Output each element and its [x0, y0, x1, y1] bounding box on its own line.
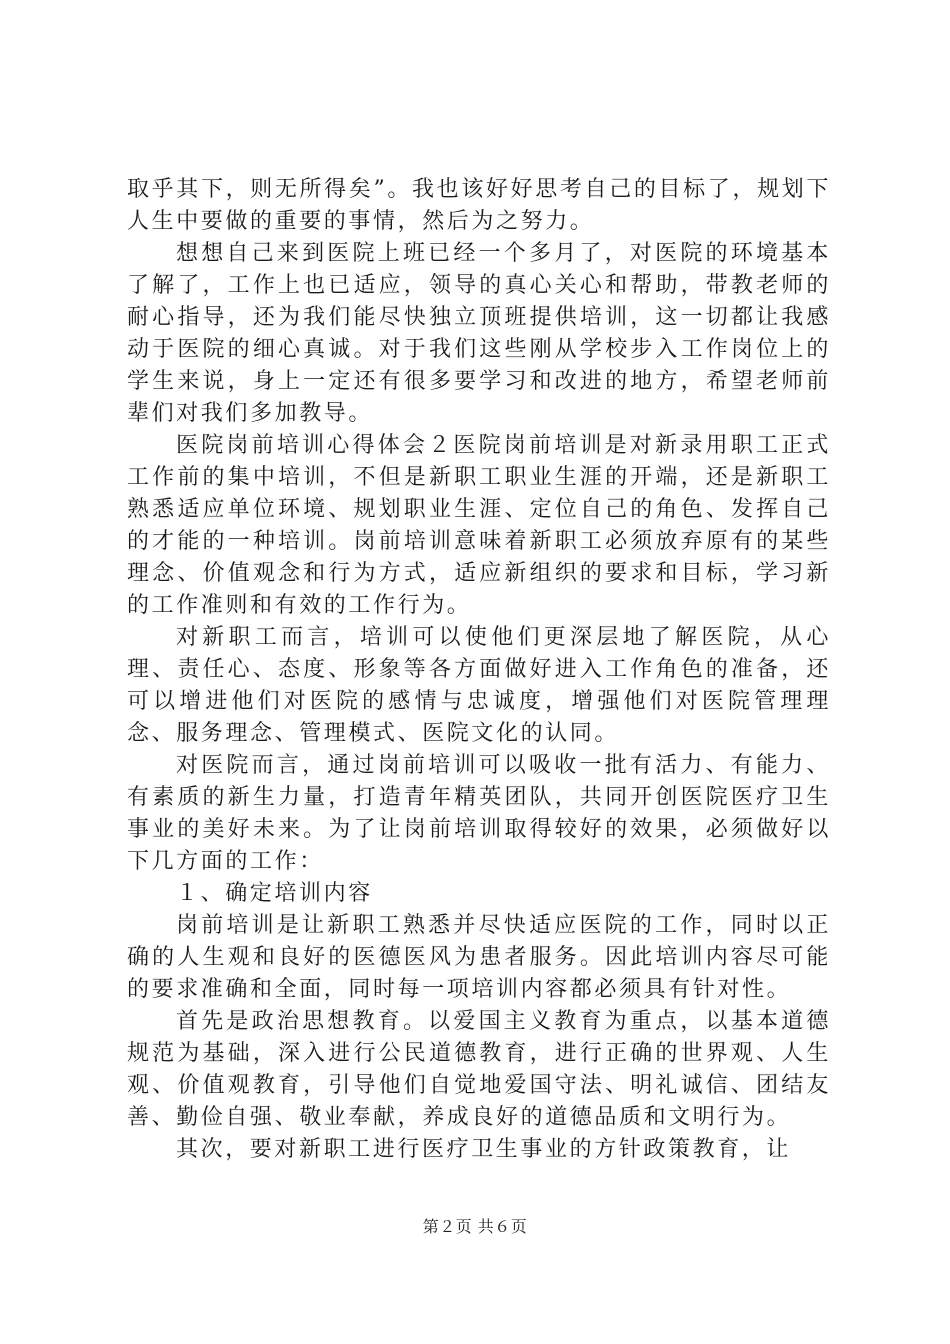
- page-number: 第２页 共６页: [422, 1217, 528, 1236]
- paragraph-continuation: 取乎其下，则无所得矣”。我也该好好思考自己的目标了，规划下人生中要做的重要的事情，然后为之努力。: [127, 177, 831, 234]
- paragraph: 其次，要对新职工进行医疗卫生事业的方针政策教育，让: [176, 1137, 792, 1162]
- section-heading: １、确定培训内容: [176, 881, 373, 906]
- paragraph: 首先是政治思想教育。以爱国主义教育为重点，以基本道德规范为基础，深入进行公民道德教育，进行正确的世界观、人生观、价值观教育，引导他们自觉地爱国守法、明礼诚信、团结友善、勤俭自强、敬业奉献，养成良好的道德品质和文明行为。: [127, 1009, 831, 1130]
- paragraph: 想想自己来到医院上班已经一个多月了，对医院的环境基本了解了，工作上也已适应，领导的真心关心和帮助，带教老师的耐心指导，还为我们能尽快独立顶班提供培训，这一切都让我感动于医院的细心真诚。对于我们这些刚从学校步入工作岗位上的学生来说，身上一定还有很多要学习和改进的地方，希望老师前辈们对我们多加教导。: [127, 241, 831, 426]
- paragraph: 医院岗前培训心得体会２医院岗前培训是对新录用职工正式工作前的集中培训，不但是新职工职业生涯的开端，还是新职工熟悉适应单位环境、规划职业生涯、定位自己的角色、发挥自己的才能的一种培训。岗前培训意味着新职工必须放弃原有的某些理念、价值观念和行为方式，适应新组织的要求和目标，学习新的工作准则和有效的工作行为。: [127, 433, 831, 618]
- paragraph: 岗前培训是让新职工熟悉并尽快适应医院的工作，同时以正确的人生观和良好的医德医风为患者服务。因此培训内容尽可能的要求准确和全面，同时每一项培训内容都必须具有针对性。: [127, 913, 831, 1002]
- paragraph: 对医院而言，通过岗前培训可以吸收一批有活力、有能力、有素质的新生力量，打造青年精英团队，共同开创医院医疗卫生事业的美好未来。为了让岗前培训取得较好的效果，必须做好以下几方面的工作：: [127, 753, 831, 874]
- document-body: [127, 174, 831, 1166]
- paragraph: 对新职工而言，培训可以使他们更深层地了解医院，从心理、责任心、态度、形象等各方面做好进入工作角色的准备，还可以增进他们对医院的感情与忠诚度，增强他们对医院管理理念、服务理念、管理模式、医院文化的认同。: [127, 625, 831, 746]
